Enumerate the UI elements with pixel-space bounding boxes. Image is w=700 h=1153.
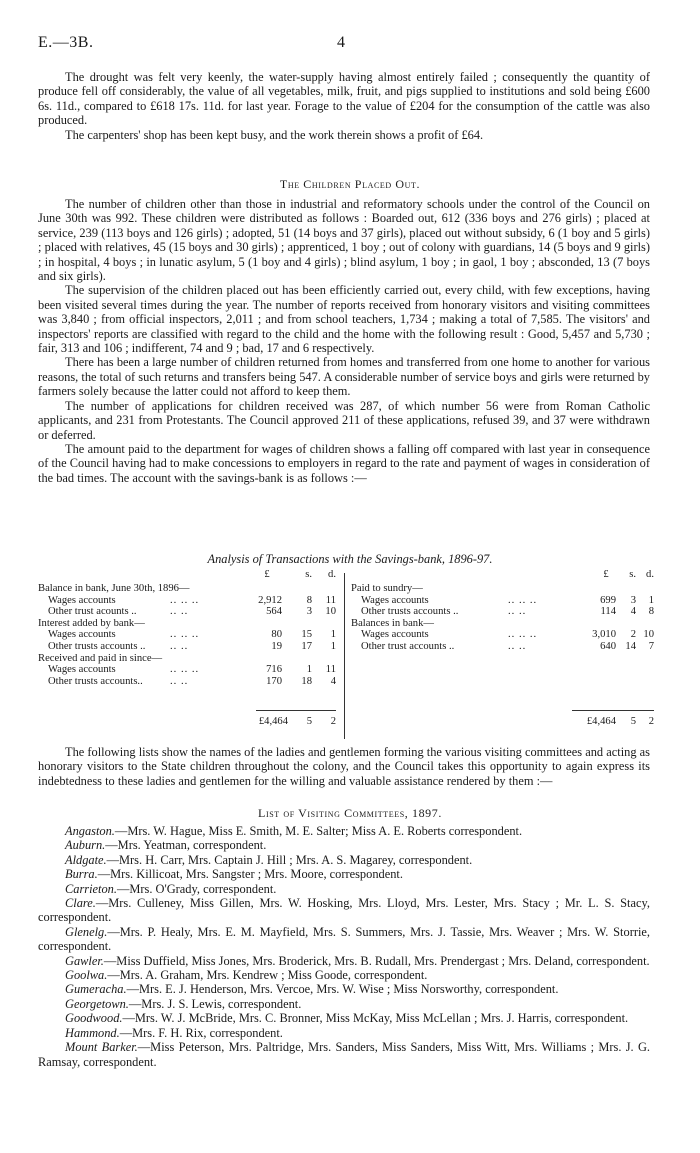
header-shillings-right: s. [629, 569, 636, 580]
table-row-label: Received and paid in since— [38, 652, 163, 664]
table-row-leader-dots: .. .. .. [508, 629, 538, 641]
left-total-shillings: 5 [306, 716, 312, 727]
committee-entry [38, 882, 650, 896]
committee-entry [38, 1026, 650, 1040]
table-cell-s: 8 [306, 594, 312, 606]
table-row-label: Other trusts accounts.. [48, 675, 143, 687]
committee-place: Georgetown. [65, 996, 129, 1011]
paragraph: The supervision of the children placed out has been efficiently carried out, every child, with few exceptions, having been visited several times during the year. The number of reports received from honorary visitors and visiting committees was 3,840 ; from official inspectors, 2,011 ; and from school teachers, 1,734 ; making a total of 7,585. The visitors' and inspectors' reports are classified with regard to the child and the home with the following result : Good, 5,457 and 5,730 ; fair, 313 and 106 ; indifferent, 74 and 9 ; bad, 17 and 6 respectively. [38, 283, 650, 356]
table-row-label: Balances in bank— [351, 617, 434, 629]
paragraph: There has been a large number of children returned from homes and transferred from one home to another for various reasons, the total of such returns and transfers being 547. A considerable number of service boys and girls were returned by farmers solely because the latter could not afford to keep them. [38, 355, 650, 399]
left-total-rule [256, 710, 336, 711]
table-row-leader-dots: .. .. .. [170, 664, 200, 676]
left-total-pounds: £4,464 [258, 716, 288, 727]
table-cell-pounds: 19 [271, 641, 282, 652]
right-total-rule [572, 710, 654, 711]
table-cell-pounds: 640 [600, 641, 616, 652]
committee-place: Gawler. [65, 953, 104, 968]
table-row-leader-dots: .. .. [508, 641, 527, 652]
committee-place: Goodwood. [65, 1011, 123, 1026]
table-cell-d: 11 [325, 664, 336, 676]
table-row-leader-dots: .. .. [170, 606, 189, 618]
paragraph: The drought was felt very keenly, the water-supply having almost entirely failed ; consequently the quantity of produce fell off considerably, the value of all vegetables, milk, fruit, and pigs supplied to institutions and sold being £600 6s. 11d., compared to £618 17s. 11d. for last year. Forage to the value of £204 for the consumption of the cattle was also produced. [38, 70, 650, 128]
table-cell-s: 3 [306, 606, 312, 618]
table-row-leader-dots: .. .. .. [170, 594, 200, 606]
committee-members: —Mrs. Killicoat, Mrs. Sangster ; Mrs. Moore, correspondent. [97, 867, 403, 882]
committee-members: —Mrs. Yeatman, correspondent. [105, 838, 267, 853]
table-cell-d: 7 [648, 641, 654, 652]
paragraph: The carpenters' shop has been kept busy, and the work therein shows a profit of £64. [65, 127, 484, 142]
visitors-intro-paragraph [38, 745, 650, 788]
paragraph: The number of children other than those in industrial and reformatory schools under the control of the Council on June 30th was 992. These children were distributed as follows : Boarded out, 612 (336 boys and 276 girls) ; placed at service, 239 (113 boys and 126 girls) ; adopted, 51 (14 boys and 37 girls), placed out without subsidy, 6 (1 boy and 5 girls) ; placed with relatives, 45 (15 boys and 30 girls) ; apprenticed, 1 boy ; out of colony with guardians, 14 (5 boys and 9 girls) ; in hospital, 4 boys ; in lunatic asylum, 5 (1 boy and 4 girls) ; blind asylum, 1 boy ; in gaol, 1 boy ; absconded, 13 (7 boys and six girls). [38, 197, 650, 284]
table-row-leader-dots: .. .. .. [170, 629, 200, 641]
paragraph: The following lists show the names of the ladies and gentlemen forming the various visiting committees and acting as honorary visitors to the State children throughout the colony, and the Council takes this opportunity to again express its indebtedness to these ladies and gentlemen for the willing and valuable assistance rendered by them :— [38, 745, 650, 788]
table-row-label: Wages accounts [48, 594, 116, 606]
table-row-label: Balance in bank, June 30th, 1896— [38, 583, 190, 594]
report-code: E.—3B. [38, 34, 94, 51]
savings-bank-table [38, 571, 654, 739]
committee-members: —Mrs. H. Carr, Mrs. Captain J. Hill ; Mrs. A. S. Magarey, correspondent. [106, 852, 473, 867]
committee-place: Hammond. [65, 1025, 120, 1040]
table-center-rule [344, 573, 345, 739]
header-shillings-left: s. [305, 569, 312, 580]
intro-paragraphs [38, 70, 650, 142]
committee-members: —Mrs. F. H. Rix, correspondent. [119, 1025, 283, 1040]
committee-members: —Miss Peterson, Mrs. Paltridge, Mrs. Sanders, Miss Sanders, Miss Witt, Mrs. Williams ; Mrs. J. G. Ramsay, correspondent. [38, 1040, 650, 1069]
table-row-leader-dots: .. .. [170, 675, 189, 687]
committee-place: Glenelg. [65, 924, 108, 939]
table-cell-d: 1 [648, 594, 654, 606]
table-caption: Analysis of Transactions with the Savings-bank, 1896-97. [207, 552, 493, 566]
table-row-label: Paid to sundry— [351, 583, 423, 594]
table-row-label: Wages accounts [48, 629, 116, 641]
table-cell-s: 15 [301, 629, 312, 641]
committee-place: Burra. [65, 867, 98, 882]
header-pounds-right: £ [603, 569, 609, 580]
committee-entry [38, 838, 650, 852]
committee-place: Gumeracha. [65, 982, 127, 997]
committee-entry [38, 968, 650, 982]
committee-place: Clare. [65, 896, 96, 911]
table-cell-pounds: 716 [266, 664, 282, 676]
table-row-leader-dots: .. .. .. [508, 594, 538, 606]
table-cell-s: 4 [630, 606, 636, 618]
committee-entry [38, 896, 650, 925]
table-row-label: Wages accounts [48, 664, 116, 676]
table-cell-d: 1 [330, 641, 336, 652]
committee-place: Mount Barker. [65, 1040, 138, 1055]
section-title-visiting-committees: List of Visiting Committees, 1897. [258, 806, 442, 820]
committee-members: —Miss Duffield, Miss Jones, Mrs. Broderick, Mrs. B. Rudall, Mrs. Prendergast ; Mrs. Deland, correspondent. [103, 953, 650, 968]
table-cell-pounds: 170 [266, 675, 282, 687]
table-cell-pounds: 2,912 [258, 594, 282, 606]
table-row-label: Other trust accounts .. [361, 641, 455, 652]
section-title-children-placed-out: The Children Placed Out. [279, 177, 421, 191]
left-total-pence: 2 [330, 716, 336, 727]
table-cell-d: 10 [325, 606, 336, 618]
table-cell-d: 1 [330, 629, 336, 641]
table-cell-d: 4 [330, 675, 336, 687]
right-total-shillings: 5 [630, 716, 636, 727]
table-cell-d: 11 [325, 594, 336, 606]
committee-entry [38, 867, 650, 881]
committee-place: Carrieton. [65, 881, 117, 896]
page-number: 4 [337, 34, 345, 51]
committee-members: —Mrs. W. J. McBride, Mrs. C. Bronner, Miss McKay, Miss McLellan ; Mrs. J. Harris, correspondent. [122, 1011, 629, 1026]
table-cell-s: 1 [306, 664, 312, 676]
paragraph: The amount paid to the department for wages of children shows a falling off compared with last year in consequence of the Council having had to make concessions to employers in regard to the rate and payment of wages in consideration of the bad times. The account with the savings-bank is as follows :— [38, 441, 650, 485]
table-cell-pounds: 699 [600, 594, 616, 606]
table-cell-s: 3 [630, 594, 636, 606]
table-row-leader-dots: .. .. [508, 606, 527, 618]
table-cell-pounds: 114 [600, 606, 616, 618]
table-cell-pounds: 80 [271, 629, 282, 641]
table-cell-pounds: 3,010 [592, 629, 616, 641]
committee-entry [38, 853, 650, 867]
committee-place: Goolwa. [65, 968, 108, 983]
table-row-label: Other trusts accounts .. [361, 606, 459, 618]
right-total-pounds: £4,464 [586, 716, 616, 727]
committee-entry [38, 1011, 650, 1025]
table-row-label: Other trusts accounts .. [48, 641, 146, 652]
committee-place: Angaston. [65, 824, 115, 838]
committee-place: Aldgate. [65, 852, 107, 867]
table-cell-s: 17 [301, 641, 312, 652]
committee-place: Auburn. [65, 838, 106, 853]
committee-entry [38, 982, 650, 996]
committee-members: —Mrs. E. J. Henderson, Mrs. Vercoe, Mrs. W. Wise ; Miss Norsworthy, correspondent. [126, 982, 559, 997]
header-pence-left: d. [328, 569, 336, 580]
committee-members: —Mrs. P. Healy, Mrs. E. M. Mayfield, Mrs. S. Summers, Mrs. J. Tassie, Mrs. Weaver ; Mrs. W. Storrie, correspondent. [38, 924, 650, 954]
committee-entry [38, 824, 650, 838]
committee-entry [38, 997, 650, 1011]
table-cell-s: 2 [630, 629, 636, 641]
table-row-label: Other trust acounts .. [48, 606, 137, 618]
committee-entry [38, 1040, 650, 1069]
committee-entry [38, 954, 650, 968]
table-row-label: Wages accounts [361, 594, 429, 606]
table-cell-d: 10 [643, 629, 654, 641]
table-cell-pounds: 564 [266, 606, 282, 618]
committee-members: —Mrs. O'Grady, correspondent. [116, 881, 277, 896]
table-cell-d: 8 [648, 606, 654, 618]
table-row-label: Interest added by bank— [38, 617, 145, 629]
table-row-label: Wages accounts [361, 629, 429, 641]
committee-members: —Mrs. Culleney, Miss Gillen, Mrs. W. Hosking, Mrs. Lloyd, Mrs. Lester, Mrs. Stacy ; Mr. L. S. Stacy, correspondent. [38, 896, 650, 925]
right-total-pence: 2 [648, 716, 654, 727]
header-pounds-left: £ [264, 569, 270, 580]
committee-members: —Mrs. W. Hague, Miss E. Smith, M. E. Salter; Miss A. E. Roberts correspondent. [114, 824, 523, 838]
table-cell-s: 18 [301, 675, 312, 687]
committee-members: —Mrs. A. Graham, Mrs. Kendrew ; Miss Goode, correspondent. [107, 968, 428, 983]
visiting-committees-list [38, 824, 650, 1069]
table-cell-s: 14 [625, 641, 636, 652]
paragraph: The number of applications for children received was 287, of which number 56 were from Roman Catholic applicants, and 231 from Protestants. The Council approved 211 of these applications, refused 39, and 37 were withdrawn or deferred. [38, 398, 650, 442]
children-placed-out-paragraphs [38, 197, 650, 485]
header-pence-right: d. [646, 569, 654, 580]
table-row-leader-dots: .. .. [170, 641, 189, 652]
committee-entry [38, 925, 650, 954]
committee-members: —Mrs. J. S. Lewis, correspondent. [128, 996, 302, 1011]
